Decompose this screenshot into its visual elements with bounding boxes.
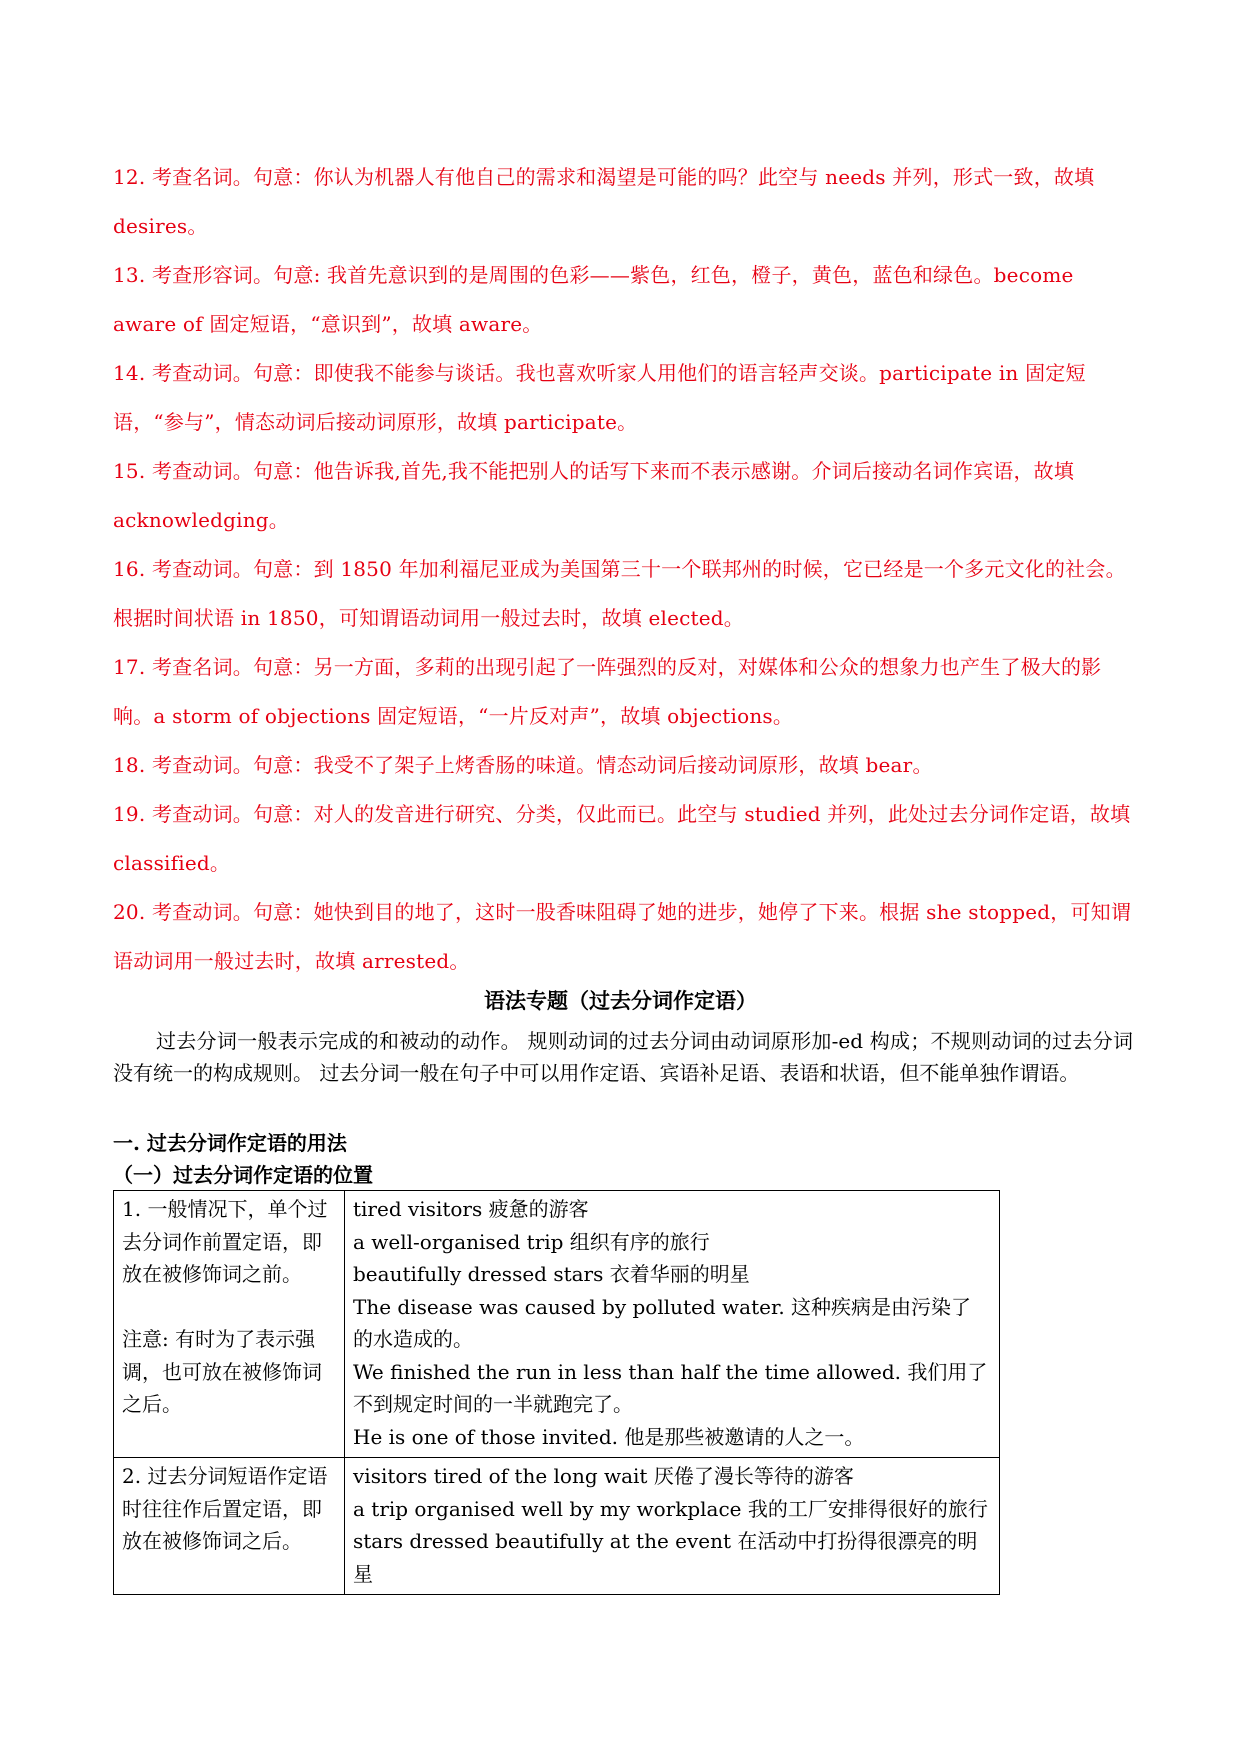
rule-text: 2. 过去分词短语作定语时往往作后置定语，即放在被修饰词之后。	[122, 1464, 328, 1553]
example-line: a trip organised well by my workplace 我的工厂安排得很好的旅行	[353, 1496, 988, 1521]
example-line: visitors tired of the long wait 厌倦了漫长等待的游客	[353, 1464, 854, 1488]
rule-text: 1. 一般情况下，单个过去分词作前置定语，即 放在被修饰词之前。	[122, 1197, 328, 1286]
usage-table	[113, 1190, 1000, 1595]
table-row	[114, 1458, 1000, 1595]
answer-item-12: 12. 考查名词。句意：你认为机器人有他自己的需求和渴望是可能的吗？此空与 needs 并列，形式一致，故填 desires。	[113, 165, 1095, 238]
answer-item-14: 14. 考查动词。句意：即使我不能参与谈话。我也喜欢听家人用他们的语言轻声交谈。participate in 固定短语，“参与”，情态动词后接动词原形，故填 participate。	[113, 361, 1086, 434]
example-line: stars dressed beautifully at the event 在活动中打扮得很漂亮的明星	[353, 1529, 978, 1586]
example-line: beautifully dressed stars 衣着华丽的明星	[353, 1262, 750, 1286]
example-line: We finished the run in less than half the time allowed. 我们用了不到规定时间的一半就跑完了。	[353, 1359, 988, 1416]
note-text: 注意: 有时为了表示强调，也可放在被修饰词之后。	[122, 1327, 322, 1416]
answer-item-18: 18. 考查动词。句意：我受不了架子上烤香肠的味道。情态动词后接动词原形，故填 bear。	[113, 753, 933, 777]
answer-item-19: 19. 考查动词。句意：对人的发音进行研究、分类，仅此而已。此空与 studied 并列，此处过去分词作定语，故填 classified。	[113, 802, 1131, 875]
section-title: 语法专题（过去分词作定语）	[484, 988, 757, 1013]
example-line: He is one of those invited. 他是那些被邀请的人之一。	[353, 1424, 865, 1449]
heading-usage: 一. 过去分词作定语的用法	[113, 1131, 347, 1155]
answer-item-13: 13. 考查形容词。句意: 我首先意识到的是周围的色彩——紫色，红色，橙子，黄色，蓝色和绿色。become aware of 固定短语，“意识到”，故填 aware。	[113, 263, 1074, 336]
table-row	[114, 1191, 1000, 1458]
intro-paragraph	[113, 1025, 1133, 1089]
answer-item-16: 16. 考查动词。句意：到 1850 年加利福尼亚成为美国第三十一个联邦州的时候，它已经是一个多元文化的社会。根据时间状语 in 1850，可知谓语动词用一般过去时，故填 elected。	[113, 557, 1126, 630]
rule-cell	[114, 1458, 345, 1595]
answer-item-17: 17. 考查名词。句意：另一方面，多莉的出现引起了一阵强烈的反对，对媒体和公众的想象力也产生了极大的影响。a storm of objections 固定短语，“一片反对声”，故填 objections。	[113, 655, 1102, 728]
rule-cell	[114, 1191, 345, 1458]
examples-cell	[345, 1458, 1000, 1595]
intro-text: 过去分词一般表示完成的和被动的动作。 规则动词的过去分词由动词原形加-ed 构成；不规则动词的过去分词没有统一的构成规则。 过去分词一般在句子中可以用作定语、宾语补足语、表语和状语，但不能单独作谓语。	[113, 1029, 1133, 1085]
heading-position: （一）过去分词作定语的位置	[113, 1163, 373, 1187]
answer-item-20: 20. 考查动词。句意：她快到目的地了，这时一股香味阻碍了她的进步，她停了下来。根据 she stopped，可知谓语动词用一般过去时，故填 arrested。	[113, 900, 1132, 973]
example-line: tired visitors 疲惫的游客	[353, 1197, 589, 1221]
answer-explanations	[113, 153, 1133, 986]
example-line: The disease was caused by polluted water. 这种疾病是由污染了的水造成的。	[353, 1294, 972, 1351]
examples-cell	[345, 1191, 1000, 1458]
example-line: a well-organised trip 组织有序的旅行	[353, 1229, 710, 1254]
answer-item-15: 15. 考查动词。句意：他告诉我,首先,我不能把别人的话写下来而不表示感谢。介词后接动名词作宾语，故填 acknowledging。	[113, 459, 1075, 532]
